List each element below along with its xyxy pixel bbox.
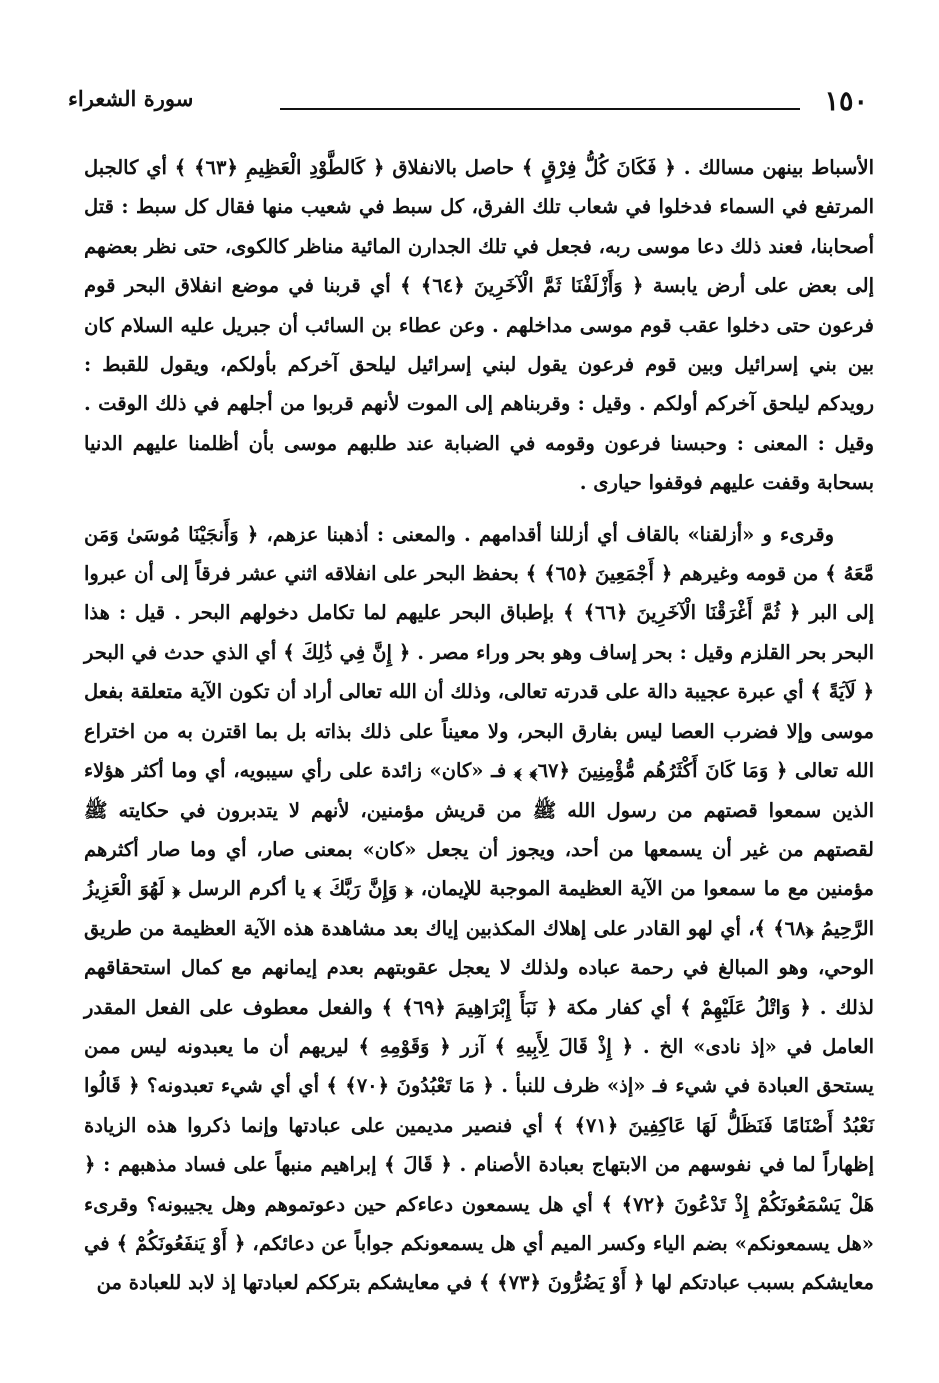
page-header [68,82,868,122]
paragraph-1: الأسباط بينهن مسالك . ﴿ فَكَانَ كُلُّ فِرْقٍ ﴾ حاصل بالانفلاق ﴿ كَالطَّوْدِ الْعَظِيمِ ﴿٦٣﴾ ﴾ أي كالجبل المرتفع في السماء فدخلوا في شعاب تلك الفرق، كل سبط في شعيب منها فقال كل سبط : قتل أصحابنا، فعند ذلك دعا موسى ربه، فجعل في تلك الجدارن المائية مناظر كالكوى، حتى نظر بعضهم إلى بعض على أرض يابسة ﴿ وَأَزْلَفْنَا ثَمَّ الْآخَرِينَ ﴿٦٤﴾ ﴾ أي قربنا في موضع انفلاق البحر قوم فرعون حتى دخلوا عقب قوم موسى مداخلهم . وعن عطاء بن السائب أن جبريل عليه السلام كان بين بني إسرائيل وبين قوم فرعون يقول لبني إسرائيل ليلحق آخركم بأولكم، ويقول للقبط : رويدكم ليلحق آخركم أولكم . وقيل : وقربناهم إلى الموت لأنهم قربوا من أجلهم في ذلك الوقت . وقيل : المعنى : وحبسنا فرعون وقومه في الضبابة عند طلبهم موسى بأن أظلمنا عليهم الدنيا بسحابة وقفت عليهم فوقفوا حيارى . [84,156,874,495]
header-rule [280,108,800,110]
body-text [84,148,874,1303]
paragraph-2: وقرىء و «أزلقنا» بالقاف أي أزللنا أقدامهم . والمعنى : أذهبنا عزهم، ﴿ وَأَنجَيْنَا مُوسَىٰ وَمَن مَّعَهُ ﴾ من قومه وغيرهم ﴿ أَجْمَعِينَ ﴿٦٥﴾ ﴾ بحفظ البحر على انفلاقه اثني عشر فرقاً إلى أن عبروا إلى البر ﴿ ثُمَّ أَغْرَقْنَا الْآخَرِينَ ﴿٦٦﴾ ﴾ بإطباق البحر عليهم لما تكامل دخولهم البحر . قيل : هذا البحر بحر القلزم وقيل : بحر إساف وهو بحر وراء مصر . ﴿ إِنَّ فِي ذَٰلِكَ ﴾ أي الذي حدث في البحر ﴿ لَآيَةً ﴾ أي عبرة عجيبة دالة على قدرته تعالى، وذلك أن الله تعالى أراد أن تكون الآية متعلقة بفعل موسى وإلا فضرب العصا ليس بفارق البحر، ولا معيناً على ذلك بذاته بل بما اقترن به من اختراع الله تعالى ﴿ وَمَا كَانَ أَكْثَرُهُم مُّؤْمِنِينَ ﴿٦٧﴾ ﴾ فـ «كان» زائدة على رأي سيبويه، أي وما أكثر هؤلاء الذين سمعوا قصتهم من رسول الله ﷺ من قريش مؤمنين، لأنهم لا يتدبرون في حكايته ﷺ لقصتهم من غير أن يسمعها من أحد، ويجوز أن يجعل «كان» بمعنى صار، أي وما صار أكثرهم مؤمنين مع ما سمعوا من الآية العظيمة الموجبة للإيمان، ﴿ وَإِنَّ رَبَّكَ ﴾ يا أكرم الرسل ﴿ لَهُوَ الْعَزِيزُ الرَّحِيمُ ﴿٦٨﴾ ﴾، أي لهو القادر على إهلاك المكذبين إياك بعد مشاهدة هذه الآية العظيمة من طريق الوحي، وهو المبالغ في رحمة عباده ولذلك لا يعجل عقوبتهم بعدم إيمانهم مع كمال استحقاقهم لذلك . ﴿ وَاتْلُ عَلَيْهِمْ ﴾ أي كفار مكة ﴿ نَبَأَ إِبْرَاهِيمَ ﴿٦٩﴾ ﴾ والفعل معطوف على الفعل المقدر العامل في «إذ نادى» الخ . ﴿ إِذْ قَالَ لِأَبِيهِ ﴾ آزر ﴿ وَقَوْمِهِ ﴾ ليريهم أن ما يعبدونه ليس ممن يستحق العبادة في شيء فـ «إذ» ظرف للنبأ . ﴿ مَا تَعْبُدُونَ ﴿٧٠﴾ ﴾ أي أي شيء تعبدونه؟ ﴿ قَالُوا نَعْبُدُ أَصْنَامًا فَنَظَلُّ لَهَا عَاكِفِينَ ﴿٧١﴾ ﴾ أي فنصير مديمين على عبادتها وإنما ذكروا هذه الزيادة إظهاراً لما في نفوسهم من الابتهاج بعبادة الأصنام . ﴿ قَالَ ﴾ إبراهيم منبهاً على فساد مذهبهم : ﴿ هَلْ يَسْمَعُونَكُمْ إِذْ تَدْعُونَ ﴿٧٢﴾ ﴾ أي هل يسمعون دعاءكم حين دعوتموهم وهل يجيبونه؟ وقرىء «هل يسمعونكم» بضم الياء وكسر الميم أي هل يسمعونكم جواباً عن دعائكم، ﴿ أَوْ يَنفَعُونَكُمْ ﴾ في معايشكم بسبب عبادتكم لها ﴿ أَوْ يَضُرُّونَ ﴿٧٣﴾ ﴾ في معايشكم بترككم لعبادتها إذ لابد للعبادة من [84,522,874,1295]
page-number: ١٥٠ [824,86,868,117]
surah-title: سورة الشعراء [68,86,194,111]
